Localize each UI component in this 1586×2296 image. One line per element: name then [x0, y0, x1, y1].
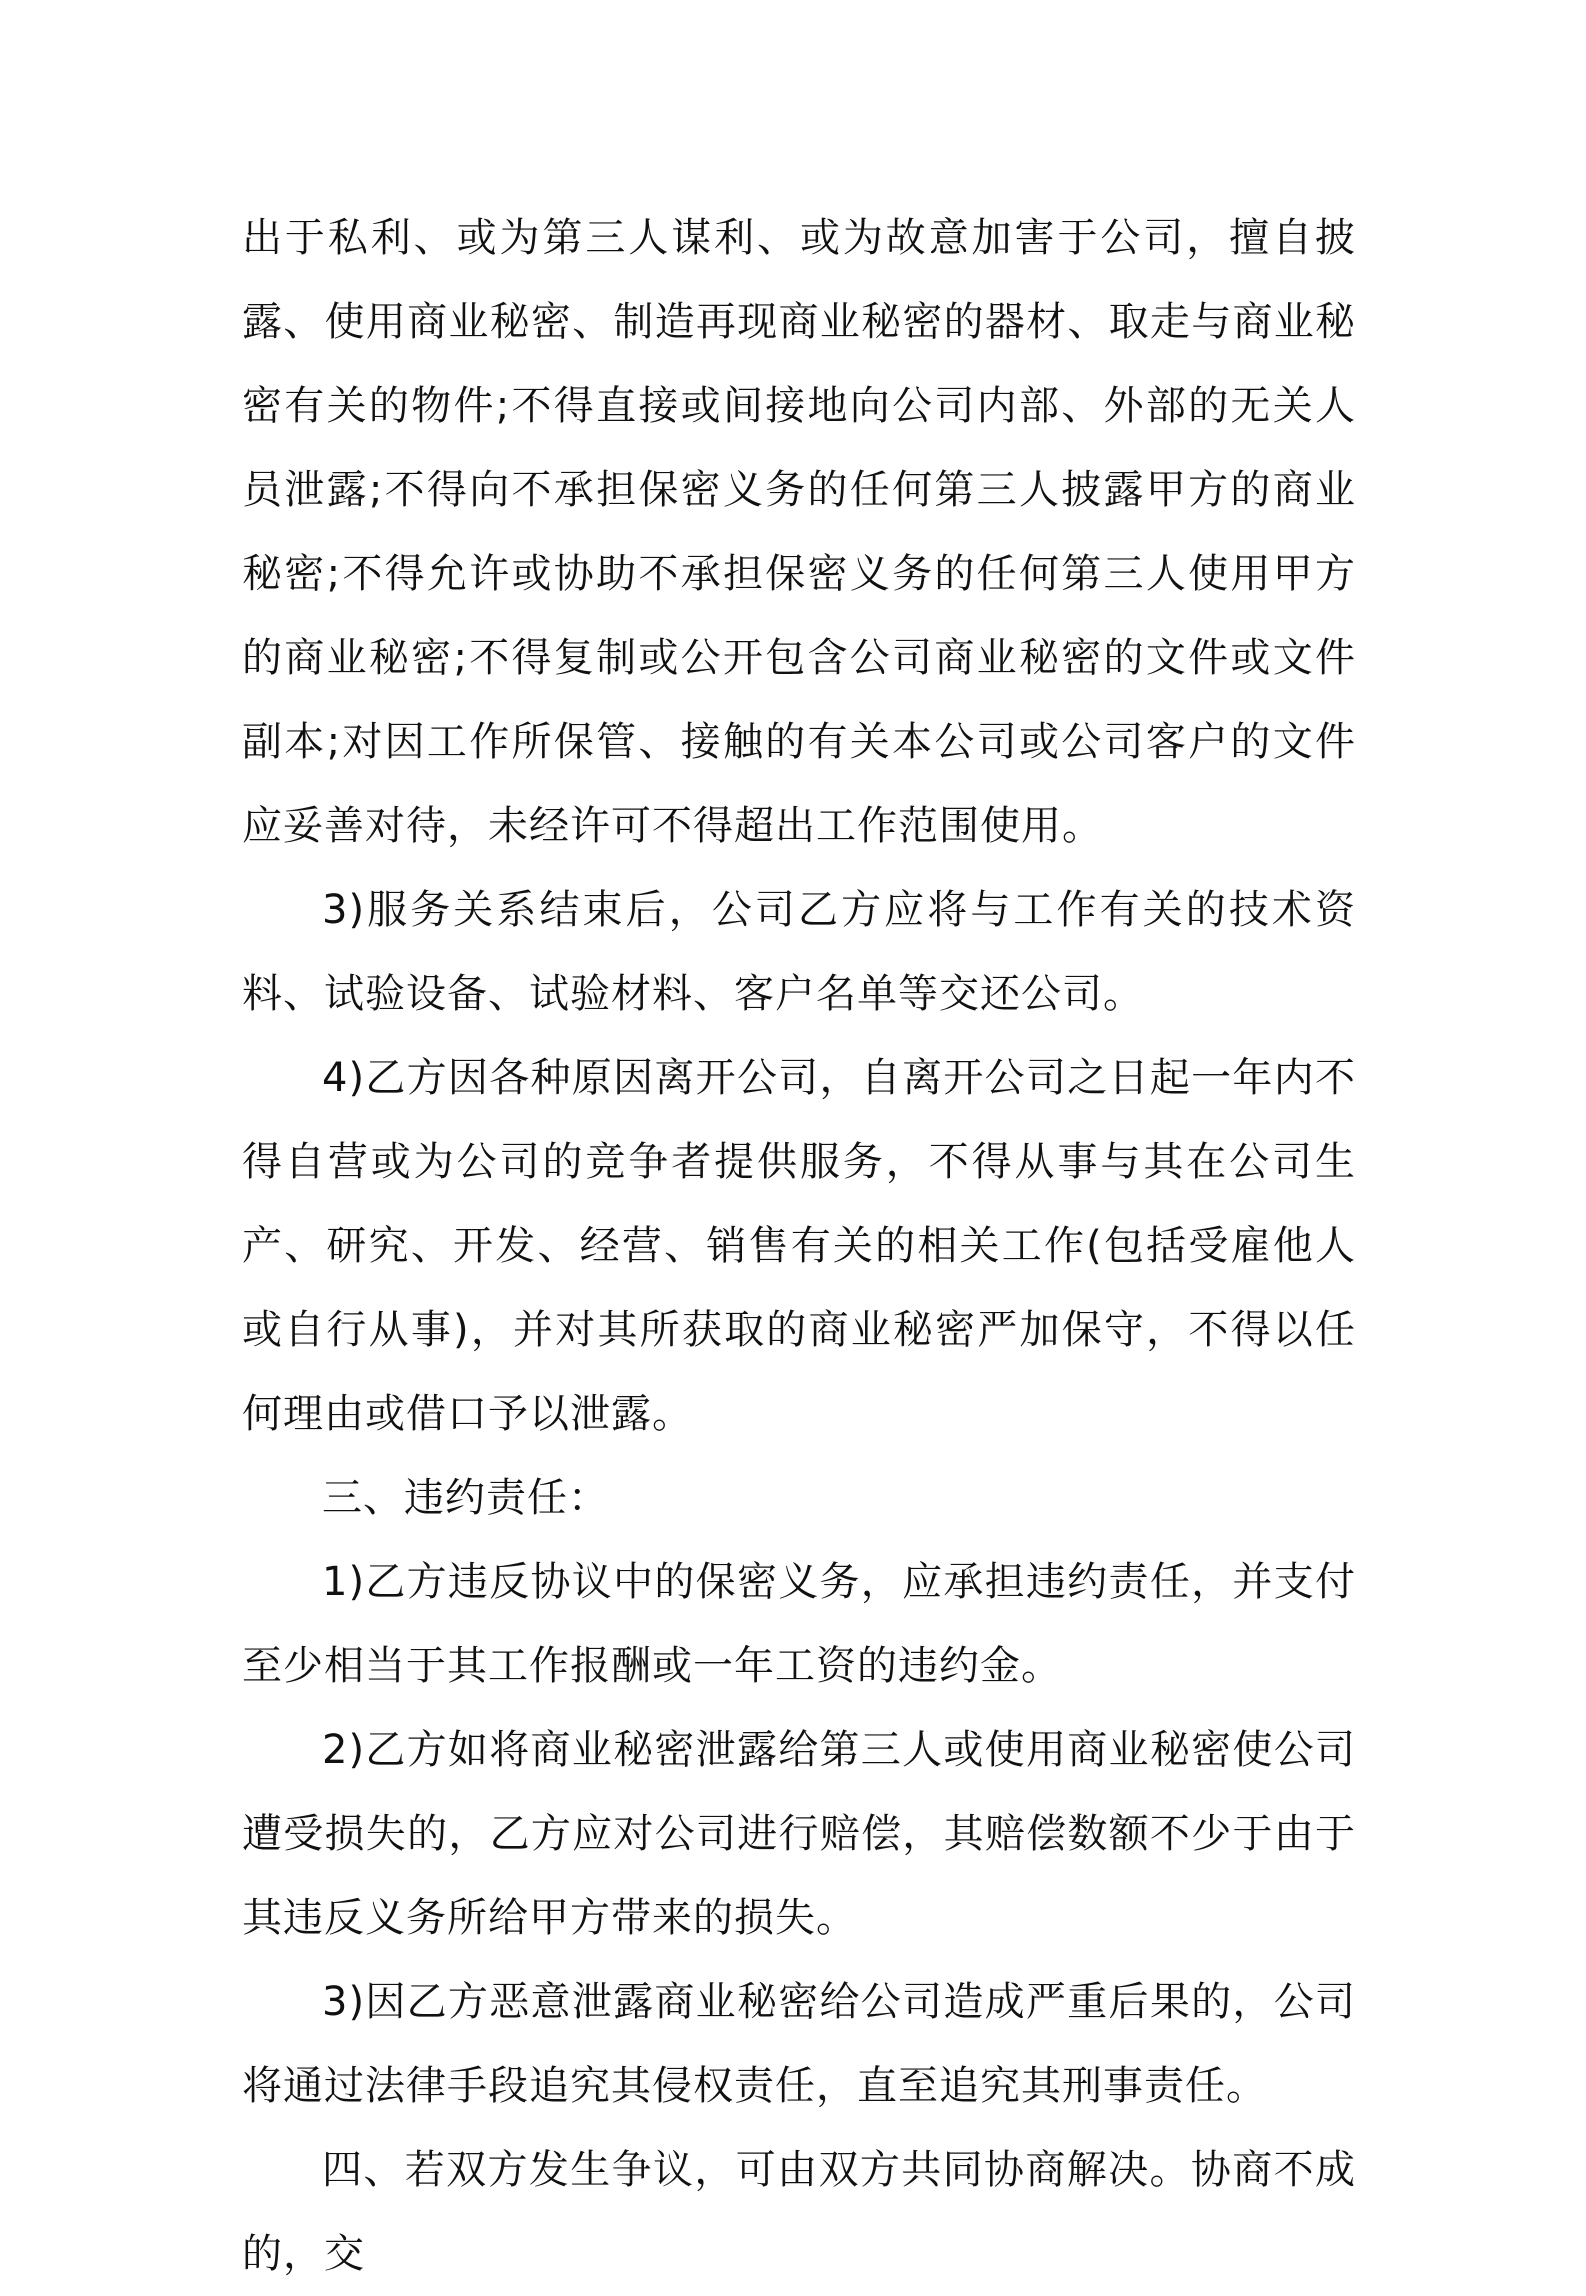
- paragraph-clause-3-return-materials: 3)服务关系结束后，公司乙方应将与工作有关的技术资料、试验设备、试验材料、客户名单等交还公司。: [242, 887, 1356, 1017]
- paragraph-breach-2: 2)乙方如将商业秘密泄露给第三人或使用商业秘密使公司遭受损失的，乙方应对公司进行赔偿，其赔偿数额不少于由于其违反义务所给甲方带来的损失。: [242, 1727, 1356, 1941]
- paragraph-clause-4-non-compete: 4)乙方因各种原因离开公司，自离开公司之日起一年内不得自营或为公司的竞争者提供服务，不得从事与其在公司生产、研究、开发、经营、销售有关的相关工作(包括受雇他人或自行从事)，并对其所获取的商业秘密严加保守，不得以任何理由或借口予以泄露。: [242, 1055, 1356, 1437]
- paragraph-breach-1: 1)乙方违反协议中的保密义务，应承担违约责任，并支付至少相当于其工作报酬或一年工资的违约金。: [242, 1559, 1356, 1689]
- section-heading-breach-liability: 三、违约责任：: [322, 1475, 609, 1521]
- paragraph-breach-3: 3)因乙方恶意泄露商业秘密给公司造成严重后果的，公司将通过法律手段追究其侵权责任，直至追究其刑事责任。: [242, 1979, 1356, 2109]
- document-body: [242, 196, 1356, 2296]
- paragraph-continued-clause: 出于私利、或为第三人谋利、或为故意加害于公司，擅自披露、使用商业秘密、制造再现商业秘密的器材、取走与商业秘密有关的物件;不得直接或间接地向公司内部、外部的无关人员泄露;不得向不承担保密义务的任何第三人披露甲方的商业秘密;不得允许或协助不承担保密义务的任何第三人使用甲方的商业秘密;不得复制或公开包含公司商业秘密的文件或文件副本;对因工作所保管、接触的有关本公司或公司客户的文件应妥善对待，未经许可不得超出工作范围使用。: [242, 215, 1356, 849]
- paragraph-dispute-resolution: 四、若双方发生争议，可由双方共同协商解决。协商不成的，交: [242, 2147, 1356, 2277]
